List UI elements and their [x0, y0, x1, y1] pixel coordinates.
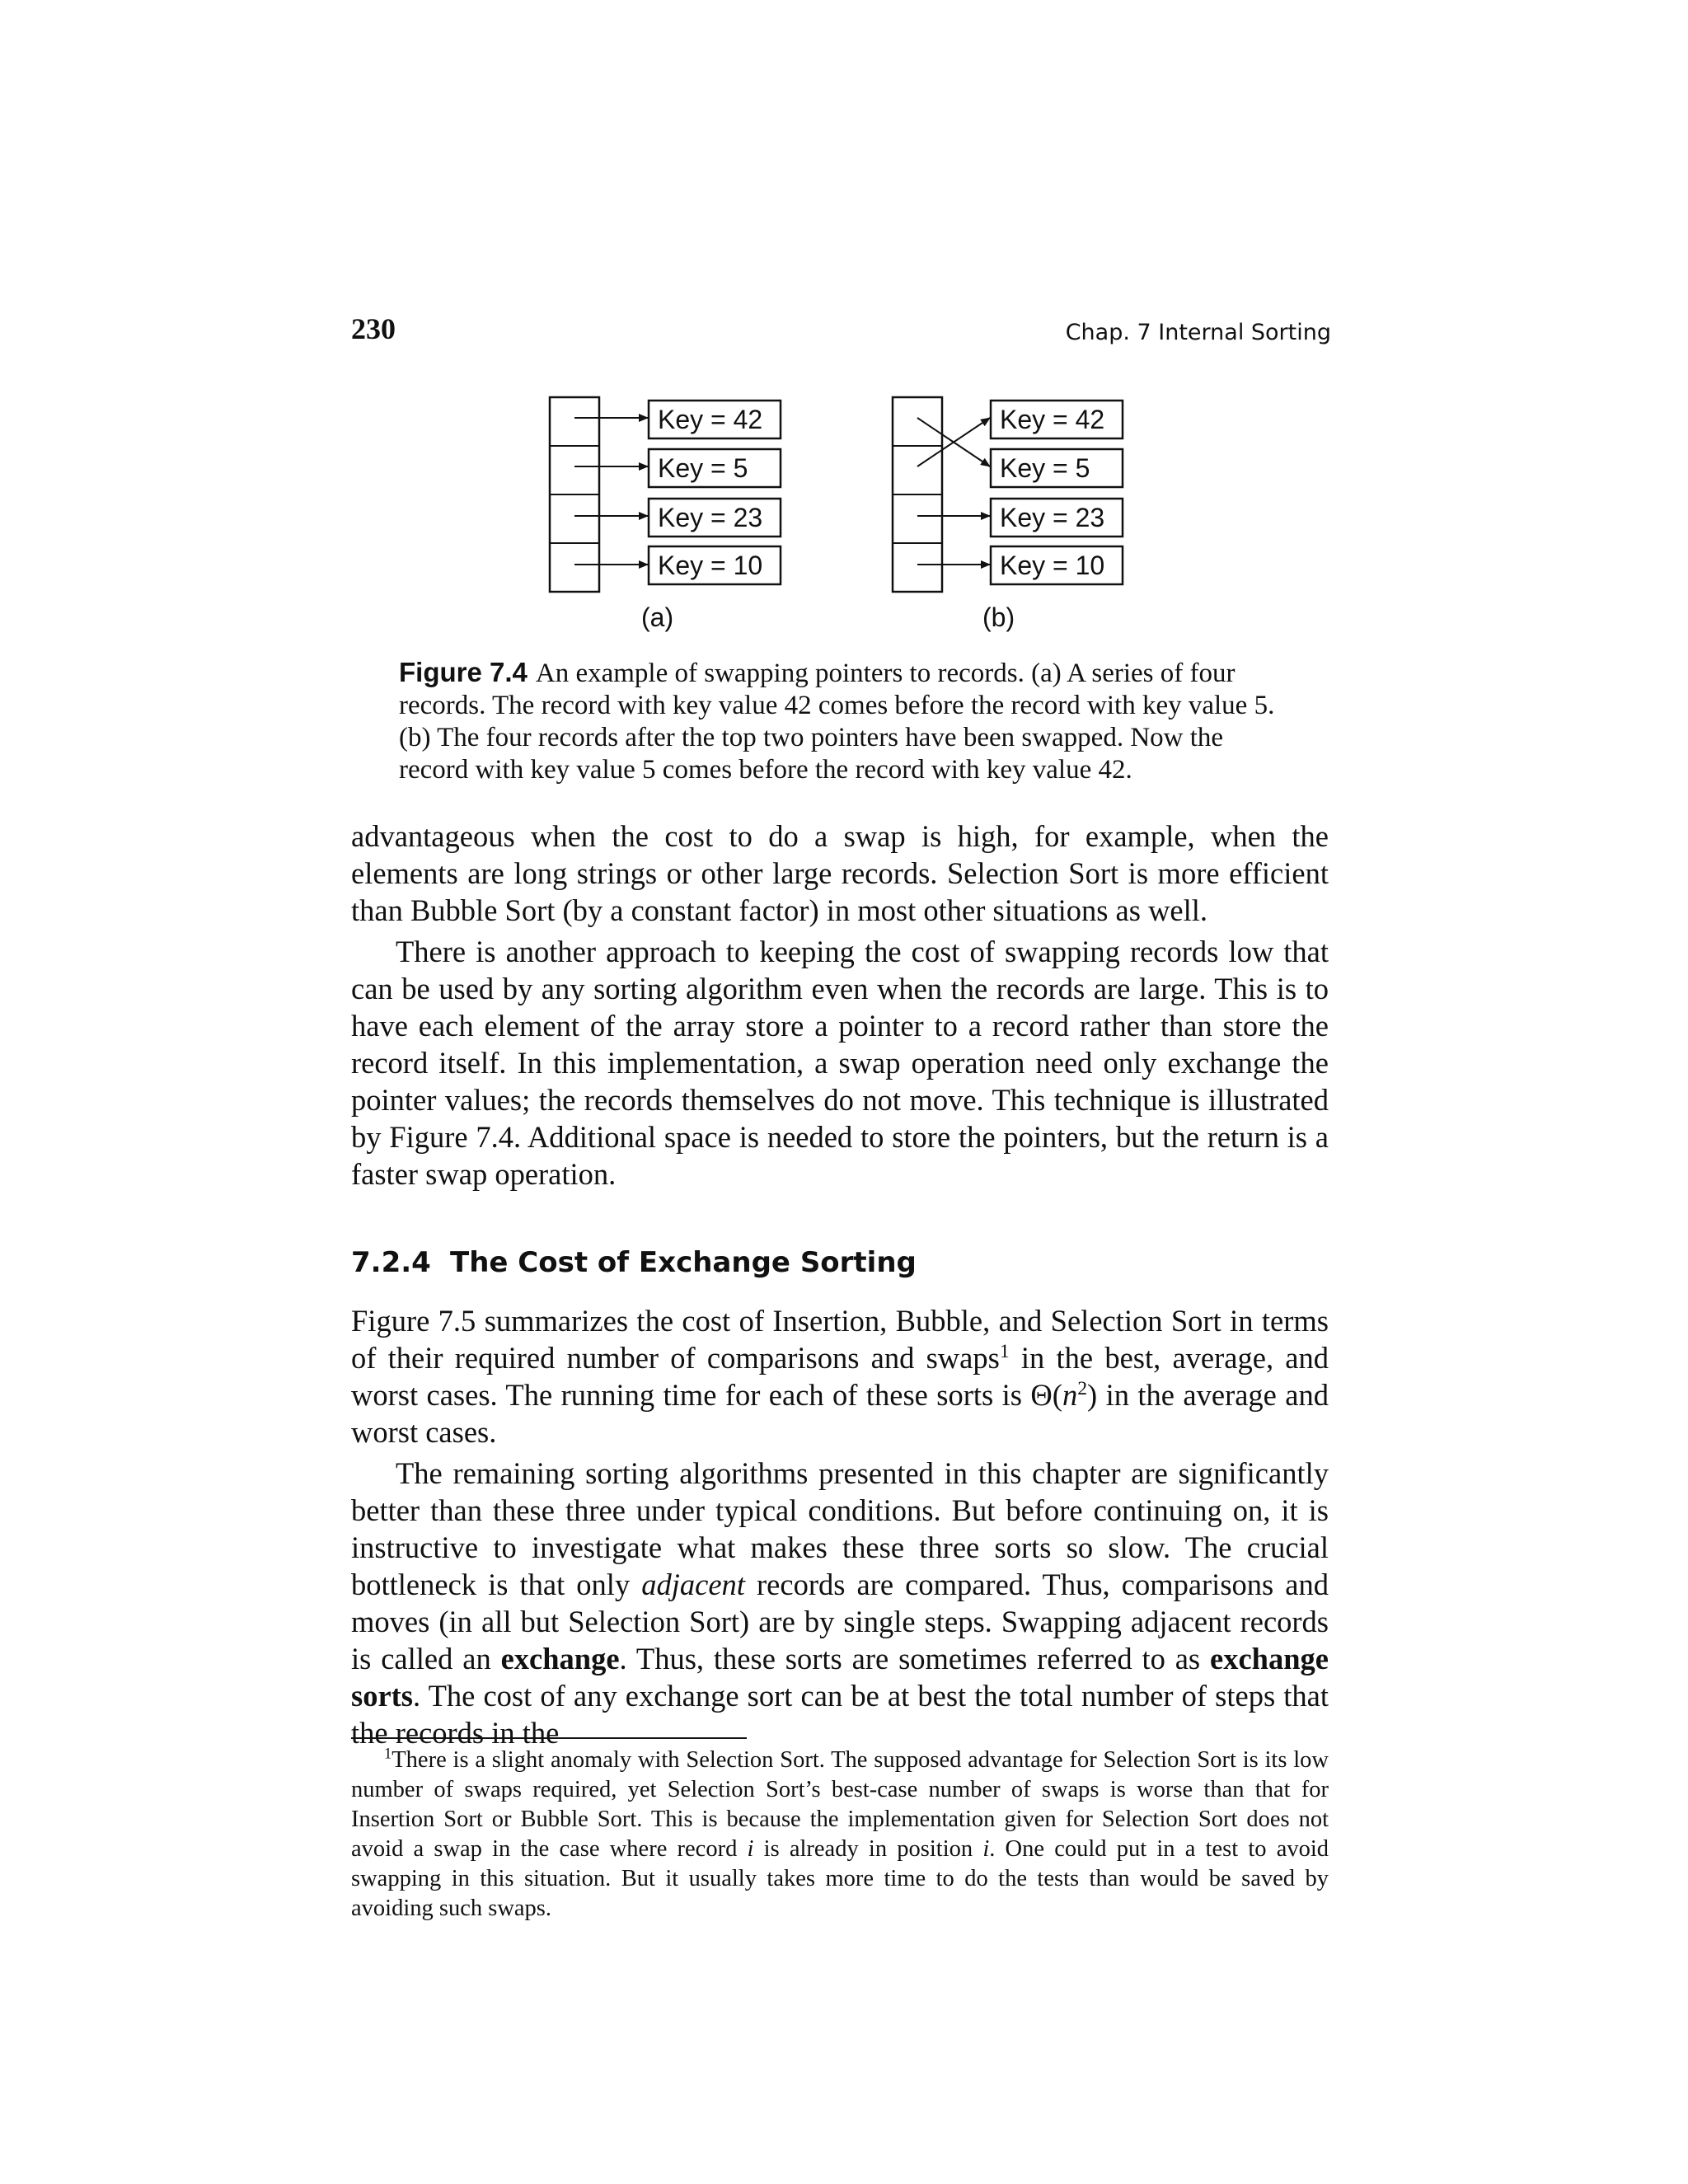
- record-key: Key = 10: [1000, 551, 1105, 580]
- record-key: Key = 23: [1000, 503, 1105, 532]
- panel-a: [550, 397, 781, 632]
- section-heading: [351, 1246, 917, 1279]
- body-section-1: [351, 818, 1329, 1193]
- figure-caption: [399, 656, 1289, 786]
- record-key: Key = 5: [1000, 453, 1090, 483]
- paragraph: The remaining sorting algorithms presented in this chapter are significantly better than these three under typical conditions. But before continuing on, it is instructive to investigate what makes these three sorts so slow. The crucial bottleneck is that only adjacent records are compared. Thus, comparisons and moves (in all but Selection Sort) are by single steps. Swapping adjacent records is called an exchange. Thus, these sorts are sometimes referred to as exchange sorts. The cost of any exchange sort can be at best the total number of steps that the records in the: [351, 1456, 1329, 1750]
- paragraph: There is another approach to keeping the cost of swapping records low that can be used by any sorting algorithm even when the records are large. This is to have each element of the array store a pointer to a record rather than store the record itself. In this implementation, a swap operation need only exchange the pointer values; the records themselves do not move. This technique is illustrated by Figure 7.4. Additional space is needed to store the pointers, but the return is a faster swap operation.: [351, 935, 1329, 1191]
- section-number: 7.2.4: [351, 1246, 431, 1279]
- record-key: Key = 10: [658, 551, 763, 580]
- panel-b-label: (b): [982, 602, 1015, 632]
- record-key: Key = 23: [658, 503, 763, 532]
- footnote-reference: 1: [999, 1340, 1010, 1362]
- paragraph: advantageous when the cost to do a swap is high, for example, when the elements are long strings or other large records. Selection Sort is more efficient than Bubble Sort (by a constant factor) in most other situations as well.: [351, 819, 1329, 927]
- figure-caption-text: An example of swapping pointers to records. (a) A series of four records. The record with key value 42 comes before the record with key value 5. (b) The four records after the top two pointers have been swapped. Now the record with key value 5 comes before the record with key value 42.: [399, 658, 1275, 785]
- paragraph: Figure 7.5 summarizes the cost of Insertion, Bubble, and Selection Sort in terms of their required number of comparisons and swaps$^1$ in the best, average, and worst cases. The running time for each of these sorts is $\Theta(n^2)$ in the average and worst cases.: [351, 1304, 1329, 1449]
- footnote-marker: 1: [384, 1745, 392, 1763]
- theta-expression: $\Theta(n^2)$: [1030, 1377, 1098, 1412]
- body-section-2: [351, 1302, 1329, 1751]
- section-title: The Cost of Exchange Sorting: [450, 1246, 917, 1279]
- footnote-rule: [351, 1737, 747, 1739]
- emphasis: adjacent: [641, 1568, 745, 1601]
- term: exchange sorts: [351, 1642, 1329, 1713]
- panel-a-label: (a): [641, 602, 674, 632]
- running-head: Chap. 7 Internal Sorting: [1065, 320, 1331, 345]
- record-key: Key = 42: [1000, 405, 1105, 434]
- term: exchange: [500, 1642, 620, 1675]
- record-key: Key = 42: [658, 405, 763, 434]
- figure-7-4: [528, 387, 1154, 635]
- panel-b: [893, 397, 1123, 632]
- figure-label: Figure 7.4: [399, 657, 528, 687]
- footnote: $^1$There is a slight anomaly with Selection Sort. The supposed advantage for Selection Sort is its low number of swaps required, yet Selection Sort’s best-case number of swaps is worse than that for Insertion Sort or Bubble Sort. This is because the implementation given for Selection Sort does not avoid a swap in the case where record i is already in position i. One could put in a test to avoid swapping in this situation. But it usually takes more time to do the tests than would be saved by avoiding such swaps.: [351, 1745, 1329, 1921]
- record-key: Key = 5: [658, 453, 748, 483]
- page-number: 230: [351, 312, 396, 345]
